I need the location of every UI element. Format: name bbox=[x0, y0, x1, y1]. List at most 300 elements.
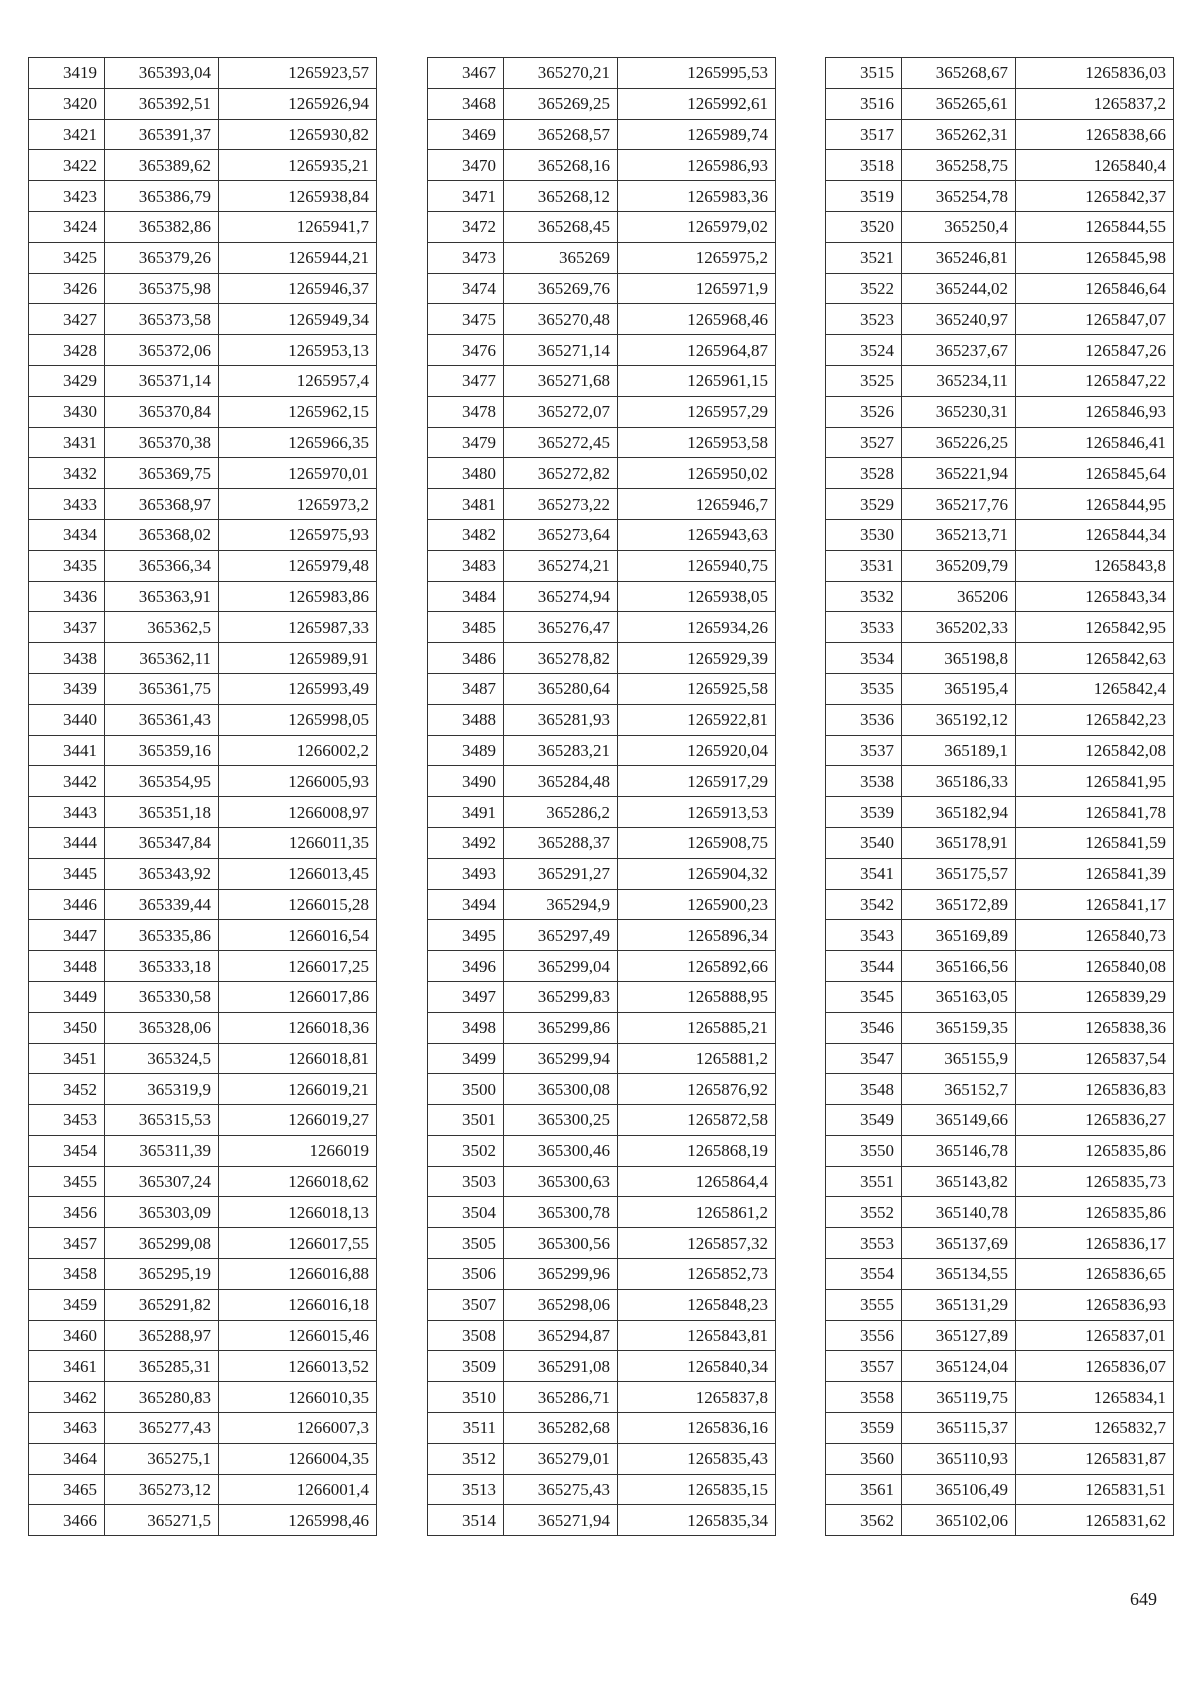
x-coordinate-cell: 365186,33 bbox=[902, 766, 1016, 797]
x-coordinate-cell: 365246,81 bbox=[902, 242, 1016, 273]
x-coordinate-cell: 365169,89 bbox=[902, 920, 1016, 951]
point-number-cell: 3456 bbox=[29, 1197, 105, 1228]
x-coordinate-cell: 365330,58 bbox=[105, 981, 219, 1012]
x-coordinate-cell: 365115,37 bbox=[902, 1413, 1016, 1444]
y-coordinate-cell: 1265842,4 bbox=[1016, 673, 1174, 704]
table-row bbox=[428, 304, 776, 335]
table-row bbox=[428, 1105, 776, 1136]
point-number-cell: 3549 bbox=[826, 1105, 902, 1136]
point-number-cell: 3530 bbox=[826, 519, 902, 550]
y-coordinate-cell: 1265900,23 bbox=[618, 889, 776, 920]
point-number-cell: 3421 bbox=[29, 119, 105, 150]
point-number-cell: 3559 bbox=[826, 1413, 902, 1444]
y-coordinate-cell: 1266016,18 bbox=[219, 1289, 377, 1320]
point-number-cell: 3446 bbox=[29, 889, 105, 920]
y-coordinate-cell: 1265836,07 bbox=[1016, 1351, 1174, 1382]
table-row bbox=[826, 1074, 1174, 1105]
table-row bbox=[29, 365, 377, 396]
point-number-cell: 3514 bbox=[428, 1505, 504, 1536]
x-coordinate-cell: 365268,67 bbox=[902, 58, 1016, 89]
point-number-cell: 3470 bbox=[428, 150, 504, 181]
y-coordinate-cell: 1265953,58 bbox=[618, 427, 776, 458]
y-coordinate-cell: 1265831,87 bbox=[1016, 1443, 1174, 1474]
point-number-cell: 3516 bbox=[826, 88, 902, 119]
point-number-cell: 3526 bbox=[826, 396, 902, 427]
y-coordinate-cell: 1265968,46 bbox=[618, 304, 776, 335]
y-coordinate-cell: 1265852,73 bbox=[618, 1259, 776, 1290]
point-number-cell: 3465 bbox=[29, 1474, 105, 1505]
x-coordinate-cell: 365277,43 bbox=[105, 1413, 219, 1444]
point-number-cell: 3462 bbox=[29, 1382, 105, 1413]
table-row bbox=[29, 58, 377, 89]
table-row bbox=[826, 1105, 1174, 1136]
y-coordinate-cell: 1266001,4 bbox=[219, 1474, 377, 1505]
y-coordinate-cell: 1265975,93 bbox=[219, 519, 377, 550]
table-row bbox=[826, 673, 1174, 704]
point-number-cell: 3478 bbox=[428, 396, 504, 427]
y-coordinate-cell: 1265961,15 bbox=[618, 365, 776, 396]
point-number-cell: 3479 bbox=[428, 427, 504, 458]
table-row bbox=[428, 951, 776, 982]
point-number-cell: 3545 bbox=[826, 981, 902, 1012]
table-row bbox=[29, 150, 377, 181]
x-coordinate-cell: 365234,11 bbox=[902, 365, 1016, 396]
x-coordinate-cell: 365110,93 bbox=[902, 1443, 1016, 1474]
y-coordinate-cell: 1266015,28 bbox=[219, 889, 377, 920]
table-row bbox=[826, 1259, 1174, 1290]
y-coordinate-cell: 1265838,66 bbox=[1016, 119, 1174, 150]
table-row bbox=[826, 1413, 1174, 1444]
y-coordinate-cell: 1265843,8 bbox=[1016, 550, 1174, 581]
table-row bbox=[428, 365, 776, 396]
x-coordinate-cell: 365361,75 bbox=[105, 673, 219, 704]
x-coordinate-cell: 365283,21 bbox=[504, 735, 618, 766]
table-row bbox=[29, 427, 377, 458]
y-coordinate-cell: 1265904,32 bbox=[618, 858, 776, 889]
x-coordinate-cell: 365371,14 bbox=[105, 365, 219, 396]
table-row bbox=[826, 612, 1174, 643]
table-row bbox=[826, 211, 1174, 242]
table-row bbox=[428, 643, 776, 674]
y-coordinate-cell: 1265868,19 bbox=[618, 1135, 776, 1166]
table-row bbox=[826, 1166, 1174, 1197]
point-number-cell: 3420 bbox=[29, 88, 105, 119]
table-row bbox=[428, 766, 776, 797]
table-row bbox=[428, 211, 776, 242]
y-coordinate-cell: 1265925,58 bbox=[618, 673, 776, 704]
x-coordinate-cell: 365366,34 bbox=[105, 550, 219, 581]
x-coordinate-cell: 365159,35 bbox=[902, 1012, 1016, 1043]
table-row bbox=[428, 1320, 776, 1351]
table-row bbox=[826, 365, 1174, 396]
y-coordinate-cell: 1265847,26 bbox=[1016, 335, 1174, 366]
point-number-cell: 3536 bbox=[826, 704, 902, 735]
table-row bbox=[29, 1413, 377, 1444]
table-row bbox=[29, 673, 377, 704]
y-coordinate-cell: 1266013,45 bbox=[219, 858, 377, 889]
point-number-cell: 3426 bbox=[29, 273, 105, 304]
x-coordinate-cell: 365294,9 bbox=[504, 889, 618, 920]
table-row bbox=[428, 1012, 776, 1043]
point-number-cell: 3529 bbox=[826, 489, 902, 520]
y-coordinate-cell: 1265935,21 bbox=[219, 150, 377, 181]
y-coordinate-cell: 1265844,55 bbox=[1016, 211, 1174, 242]
x-coordinate-cell: 365230,31 bbox=[902, 396, 1016, 427]
y-coordinate-cell: 1265881,2 bbox=[618, 1043, 776, 1074]
x-coordinate-cell: 365300,08 bbox=[504, 1074, 618, 1105]
x-coordinate-cell: 365288,97 bbox=[105, 1320, 219, 1351]
x-coordinate-cell: 365359,16 bbox=[105, 735, 219, 766]
x-coordinate-cell: 365195,4 bbox=[902, 673, 1016, 704]
point-number-cell: 3519 bbox=[826, 181, 902, 212]
x-coordinate-cell: 365250,4 bbox=[902, 211, 1016, 242]
x-coordinate-cell: 365265,61 bbox=[902, 88, 1016, 119]
point-number-cell: 3476 bbox=[428, 335, 504, 366]
x-coordinate-cell: 365299,96 bbox=[504, 1259, 618, 1290]
y-coordinate-cell: 1266015,46 bbox=[219, 1320, 377, 1351]
y-coordinate-cell: 1265835,15 bbox=[618, 1474, 776, 1505]
y-coordinate-cell: 1265836,03 bbox=[1016, 58, 1174, 89]
y-coordinate-cell: 1265992,61 bbox=[618, 88, 776, 119]
x-coordinate-cell: 365299,86 bbox=[504, 1012, 618, 1043]
table-row bbox=[29, 335, 377, 366]
x-coordinate-cell: 365140,78 bbox=[902, 1197, 1016, 1228]
x-coordinate-cell: 365276,47 bbox=[504, 612, 618, 643]
table-row bbox=[428, 1259, 776, 1290]
y-coordinate-cell: 1265998,46 bbox=[219, 1505, 377, 1536]
point-number-cell: 3441 bbox=[29, 735, 105, 766]
table-row bbox=[428, 1505, 776, 1536]
x-coordinate-cell: 365328,06 bbox=[105, 1012, 219, 1043]
y-coordinate-cell: 1265993,49 bbox=[219, 673, 377, 704]
table-row bbox=[428, 396, 776, 427]
table-row bbox=[826, 396, 1174, 427]
table-row bbox=[29, 211, 377, 242]
table-row bbox=[826, 581, 1174, 612]
point-number-cell: 3507 bbox=[428, 1289, 504, 1320]
point-number-cell: 3430 bbox=[29, 396, 105, 427]
table-row bbox=[29, 797, 377, 828]
point-number-cell: 3485 bbox=[428, 612, 504, 643]
point-number-cell: 3502 bbox=[428, 1135, 504, 1166]
table-row bbox=[826, 858, 1174, 889]
y-coordinate-cell: 1266010,35 bbox=[219, 1382, 377, 1413]
table-row bbox=[826, 550, 1174, 581]
x-coordinate-cell: 365370,84 bbox=[105, 396, 219, 427]
point-number-cell: 3562 bbox=[826, 1505, 902, 1536]
table-row bbox=[428, 489, 776, 520]
x-coordinate-cell: 365280,83 bbox=[105, 1382, 219, 1413]
x-coordinate-cell: 365217,76 bbox=[902, 489, 1016, 520]
table-row bbox=[29, 88, 377, 119]
y-coordinate-cell: 1266016,88 bbox=[219, 1259, 377, 1290]
table-row bbox=[826, 458, 1174, 489]
x-coordinate-cell: 365124,04 bbox=[902, 1351, 1016, 1382]
x-coordinate-cell: 365375,98 bbox=[105, 273, 219, 304]
point-number-cell: 3555 bbox=[826, 1289, 902, 1320]
x-coordinate-cell: 365311,39 bbox=[105, 1135, 219, 1166]
table-row bbox=[826, 242, 1174, 273]
point-number-cell: 3553 bbox=[826, 1228, 902, 1259]
y-coordinate-cell: 1265843,34 bbox=[1016, 581, 1174, 612]
point-number-cell: 3422 bbox=[29, 150, 105, 181]
y-coordinate-cell: 1265998,05 bbox=[219, 704, 377, 735]
table-row bbox=[428, 612, 776, 643]
x-coordinate-cell: 365300,46 bbox=[504, 1135, 618, 1166]
x-coordinate-cell: 365198,8 bbox=[902, 643, 1016, 674]
coordinates-table-2 bbox=[427, 57, 776, 1536]
table-row bbox=[29, 1382, 377, 1413]
table-row bbox=[826, 58, 1174, 89]
x-coordinate-cell: 365335,86 bbox=[105, 920, 219, 951]
point-number-cell: 3496 bbox=[428, 951, 504, 982]
x-coordinate-cell: 365270,21 bbox=[504, 58, 618, 89]
point-number-cell: 3432 bbox=[29, 458, 105, 489]
x-coordinate-cell: 365319,9 bbox=[105, 1074, 219, 1105]
y-coordinate-cell: 1266018,81 bbox=[219, 1043, 377, 1074]
table-row bbox=[29, 735, 377, 766]
point-number-cell: 3495 bbox=[428, 920, 504, 951]
table-row bbox=[29, 304, 377, 335]
table-row bbox=[29, 273, 377, 304]
y-coordinate-cell: 1265941,7 bbox=[219, 211, 377, 242]
y-coordinate-cell: 1265953,13 bbox=[219, 335, 377, 366]
table-row bbox=[29, 1505, 377, 1536]
y-coordinate-cell: 1266007,3 bbox=[219, 1413, 377, 1444]
point-number-cell: 3436 bbox=[29, 581, 105, 612]
table-row bbox=[29, 1320, 377, 1351]
y-coordinate-cell: 1265876,92 bbox=[618, 1074, 776, 1105]
point-number-cell: 3466 bbox=[29, 1505, 105, 1536]
y-coordinate-cell: 1265995,53 bbox=[618, 58, 776, 89]
table-row bbox=[428, 519, 776, 550]
y-coordinate-cell: 1266004,35 bbox=[219, 1443, 377, 1474]
point-number-cell: 3453 bbox=[29, 1105, 105, 1136]
y-coordinate-cell: 1265837,54 bbox=[1016, 1043, 1174, 1074]
x-coordinate-cell: 365269 bbox=[504, 242, 618, 273]
y-coordinate-cell: 1265836,16 bbox=[618, 1413, 776, 1444]
y-coordinate-cell: 1265943,63 bbox=[618, 519, 776, 550]
x-coordinate-cell: 365237,67 bbox=[902, 335, 1016, 366]
point-number-cell: 3467 bbox=[428, 58, 504, 89]
table-row bbox=[826, 1197, 1174, 1228]
table-row bbox=[29, 1074, 377, 1105]
point-number-cell: 3548 bbox=[826, 1074, 902, 1105]
y-coordinate-cell: 1265845,98 bbox=[1016, 242, 1174, 273]
table-row bbox=[826, 1135, 1174, 1166]
x-coordinate-cell: 365339,44 bbox=[105, 889, 219, 920]
y-coordinate-cell: 1265831,62 bbox=[1016, 1505, 1174, 1536]
point-number-cell: 3435 bbox=[29, 550, 105, 581]
y-coordinate-cell: 1265950,02 bbox=[618, 458, 776, 489]
y-coordinate-cell: 1266019,21 bbox=[219, 1074, 377, 1105]
table-row bbox=[29, 643, 377, 674]
table-row bbox=[29, 1443, 377, 1474]
table-row bbox=[428, 1474, 776, 1505]
point-number-cell: 3512 bbox=[428, 1443, 504, 1474]
y-coordinate-cell: 1265885,21 bbox=[618, 1012, 776, 1043]
point-number-cell: 3437 bbox=[29, 612, 105, 643]
x-coordinate-cell: 365270,48 bbox=[504, 304, 618, 335]
x-coordinate-cell: 365262,31 bbox=[902, 119, 1016, 150]
y-coordinate-cell: 1265872,58 bbox=[618, 1105, 776, 1136]
y-coordinate-cell: 1266018,13 bbox=[219, 1197, 377, 1228]
y-coordinate-cell: 1266002,2 bbox=[219, 735, 377, 766]
y-coordinate-cell: 1266017,86 bbox=[219, 981, 377, 1012]
y-coordinate-cell: 1265846,93 bbox=[1016, 396, 1174, 427]
point-number-cell: 3481 bbox=[428, 489, 504, 520]
x-coordinate-cell: 365286,71 bbox=[504, 1382, 618, 1413]
point-number-cell: 3521 bbox=[826, 242, 902, 273]
x-coordinate-cell: 365226,25 bbox=[902, 427, 1016, 458]
point-number-cell: 3434 bbox=[29, 519, 105, 550]
point-number-cell: 3487 bbox=[428, 673, 504, 704]
x-coordinate-cell: 365278,82 bbox=[504, 643, 618, 674]
x-coordinate-cell: 365221,94 bbox=[902, 458, 1016, 489]
table-row bbox=[428, 335, 776, 366]
table-row bbox=[29, 889, 377, 920]
x-coordinate-cell: 365351,18 bbox=[105, 797, 219, 828]
table-row bbox=[29, 1197, 377, 1228]
point-number-cell: 3524 bbox=[826, 335, 902, 366]
x-coordinate-cell: 365268,57 bbox=[504, 119, 618, 150]
point-number-cell: 3552 bbox=[826, 1197, 902, 1228]
x-coordinate-cell: 365294,87 bbox=[504, 1320, 618, 1351]
point-number-cell: 3535 bbox=[826, 673, 902, 704]
table-row bbox=[428, 581, 776, 612]
y-coordinate-cell: 1265962,15 bbox=[219, 396, 377, 427]
point-number-cell: 3455 bbox=[29, 1166, 105, 1197]
y-coordinate-cell: 1265839,29 bbox=[1016, 981, 1174, 1012]
point-number-cell: 3533 bbox=[826, 612, 902, 643]
x-coordinate-cell: 365134,55 bbox=[902, 1259, 1016, 1290]
table-row bbox=[428, 1289, 776, 1320]
x-coordinate-cell: 365315,53 bbox=[105, 1105, 219, 1136]
point-number-cell: 3551 bbox=[826, 1166, 902, 1197]
x-coordinate-cell: 365354,95 bbox=[105, 766, 219, 797]
point-number-cell: 3501 bbox=[428, 1105, 504, 1136]
y-coordinate-cell: 1265840,4 bbox=[1016, 150, 1174, 181]
point-number-cell: 3429 bbox=[29, 365, 105, 396]
point-number-cell: 3554 bbox=[826, 1259, 902, 1290]
point-number-cell: 3508 bbox=[428, 1320, 504, 1351]
point-number-cell: 3464 bbox=[29, 1443, 105, 1474]
y-coordinate-cell: 1265938,05 bbox=[618, 581, 776, 612]
x-coordinate-cell: 365373,58 bbox=[105, 304, 219, 335]
y-coordinate-cell: 1265843,81 bbox=[618, 1320, 776, 1351]
y-coordinate-cell: 1265986,93 bbox=[618, 150, 776, 181]
y-coordinate-cell: 1265940,75 bbox=[618, 550, 776, 581]
y-coordinate-cell: 1265837,01 bbox=[1016, 1320, 1174, 1351]
point-number-cell: 3505 bbox=[428, 1228, 504, 1259]
point-number-cell: 3442 bbox=[29, 766, 105, 797]
y-coordinate-cell: 1265922,81 bbox=[618, 704, 776, 735]
x-coordinate-cell: 365379,26 bbox=[105, 242, 219, 273]
x-coordinate-cell: 365268,16 bbox=[504, 150, 618, 181]
page-number: 649 bbox=[1130, 1589, 1157, 1609]
table-row bbox=[29, 458, 377, 489]
y-coordinate-cell: 1265923,57 bbox=[219, 58, 377, 89]
table-row bbox=[826, 704, 1174, 735]
coordinates-table-1 bbox=[28, 57, 377, 1536]
y-coordinate-cell: 1265835,86 bbox=[1016, 1197, 1174, 1228]
x-coordinate-cell: 365213,71 bbox=[902, 519, 1016, 550]
y-coordinate-cell: 1265835,86 bbox=[1016, 1135, 1174, 1166]
x-coordinate-cell: 365299,08 bbox=[105, 1228, 219, 1259]
table-row bbox=[826, 119, 1174, 150]
point-number-cell: 3460 bbox=[29, 1320, 105, 1351]
y-coordinate-cell: 1266008,97 bbox=[219, 797, 377, 828]
point-number-cell: 3490 bbox=[428, 766, 504, 797]
x-coordinate-cell: 365202,33 bbox=[902, 612, 1016, 643]
point-number-cell: 3475 bbox=[428, 304, 504, 335]
x-coordinate-cell: 365299,83 bbox=[504, 981, 618, 1012]
table-row bbox=[826, 766, 1174, 797]
point-number-cell: 3450 bbox=[29, 1012, 105, 1043]
point-number-cell: 3550 bbox=[826, 1135, 902, 1166]
x-coordinate-cell: 365272,07 bbox=[504, 396, 618, 427]
table-row bbox=[29, 1166, 377, 1197]
x-coordinate-cell: 365182,94 bbox=[902, 797, 1016, 828]
x-coordinate-cell: 365275,43 bbox=[504, 1474, 618, 1505]
point-number-cell: 3506 bbox=[428, 1259, 504, 1290]
point-number-cell: 3542 bbox=[826, 889, 902, 920]
y-coordinate-cell: 1265970,01 bbox=[219, 458, 377, 489]
y-coordinate-cell: 1265846,41 bbox=[1016, 427, 1174, 458]
x-coordinate-cell: 365279,01 bbox=[504, 1443, 618, 1474]
table-row bbox=[826, 273, 1174, 304]
x-coordinate-cell: 365269,25 bbox=[504, 88, 618, 119]
point-number-cell: 3500 bbox=[428, 1074, 504, 1105]
y-coordinate-cell: 1265841,59 bbox=[1016, 827, 1174, 858]
table-row bbox=[428, 1351, 776, 1382]
table-row bbox=[29, 550, 377, 581]
point-number-cell: 3447 bbox=[29, 920, 105, 951]
point-number-cell: 3522 bbox=[826, 273, 902, 304]
x-coordinate-cell: 365172,89 bbox=[902, 889, 1016, 920]
point-number-cell: 3471 bbox=[428, 181, 504, 212]
y-coordinate-cell: 1265837,2 bbox=[1016, 88, 1174, 119]
table-row bbox=[29, 951, 377, 982]
y-coordinate-cell: 1265983,86 bbox=[219, 581, 377, 612]
table-row bbox=[29, 242, 377, 273]
y-coordinate-cell: 1266017,25 bbox=[219, 951, 377, 982]
table-row bbox=[826, 981, 1174, 1012]
x-coordinate-cell: 365254,78 bbox=[902, 181, 1016, 212]
point-number-cell: 3493 bbox=[428, 858, 504, 889]
table-row bbox=[29, 1259, 377, 1290]
table-row bbox=[428, 673, 776, 704]
point-number-cell: 3532 bbox=[826, 581, 902, 612]
table-row bbox=[29, 396, 377, 427]
y-coordinate-cell: 1265845,64 bbox=[1016, 458, 1174, 489]
point-number-cell: 3543 bbox=[826, 920, 902, 951]
y-coordinate-cell: 1265934,26 bbox=[618, 612, 776, 643]
table-row bbox=[428, 735, 776, 766]
y-coordinate-cell: 1265835,73 bbox=[1016, 1166, 1174, 1197]
x-coordinate-cell: 365369,75 bbox=[105, 458, 219, 489]
y-coordinate-cell: 1265840,08 bbox=[1016, 951, 1174, 982]
y-coordinate-cell: 1265840,34 bbox=[618, 1351, 776, 1382]
x-coordinate-cell: 365299,94 bbox=[504, 1043, 618, 1074]
x-coordinate-cell: 365272,82 bbox=[504, 458, 618, 489]
y-coordinate-cell: 1265926,94 bbox=[219, 88, 377, 119]
x-coordinate-cell: 365274,94 bbox=[504, 581, 618, 612]
y-coordinate-cell: 1265842,23 bbox=[1016, 704, 1174, 735]
x-coordinate-cell: 365333,18 bbox=[105, 951, 219, 982]
x-coordinate-cell: 365368,97 bbox=[105, 489, 219, 520]
y-coordinate-cell: 1265957,29 bbox=[618, 396, 776, 427]
